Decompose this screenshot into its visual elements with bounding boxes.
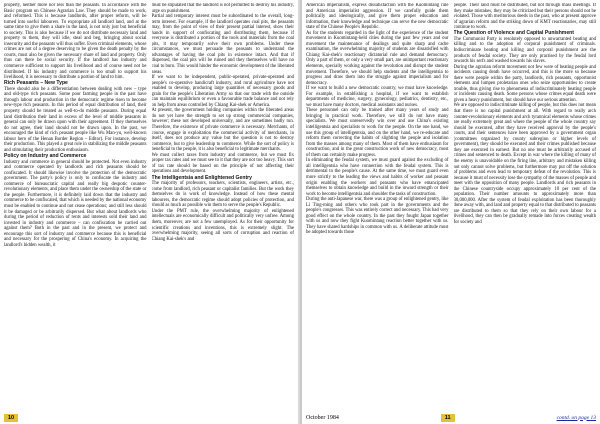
continued-link[interactable]: contd. on page 13	[556, 414, 596, 421]
section-heading: The Question of Violence and Capital Punishment	[453, 30, 574, 37]
section-heading: The Intelligentsia and Enlightened Gentry	[151, 174, 252, 181]
right-column-2	[454, 3, 597, 411]
page-number: 10	[4, 414, 18, 422]
article-paragraph: These personnel can only be trained after many years of study and bringing in practical work. Therefore, we still do not have many specialists. We must unreservedly win over and use China's existing intelligentsia and specialists to work for the people. On the one hand, we use this group of intelligentsia, and on the other hand, we re-educate and reform them correcting the habits of slighting the people and isolation from the masses among many of them. Most of them have enthusiasm for construction, and in the great construction work of new democracy, most of them can certainly make progress.	[306, 108, 449, 158]
article-paragraph: American imperialism, express dissatisfaction with the Kuomintang rule and American imperialist aggression. If we carefully guide them politically and ideologically, and give them proper education and information, their knowledge and technique can serve the new democratic state of the Chinese People's Republic.	[306, 3, 449, 31]
section-heading: Rich Peasants – New Type	[4, 80, 68, 87]
article-paragraph: In eliminating the feudal system, we must guard against the excluding of all intelligentsia who have connection with the feudal system. This is detrimental to the people's cause. At the same time, we must guard even more strictly to the leading the views and habits of worker and peasant origin enabling the workers and peasants who have emancipated themselves to obtain knowledge and build in the inward strength or their work to become intelligentsia and shoulder the tasks of construction.	[306, 158, 449, 197]
article-paragraph: Partial and temporary interest must be subordinated to the overall, long-term interest. For example, if the landlord operates coal pits, the peasants may, from the point of view of their present partial interest, show their hands in support of confiscating and distributing them, because if everyone is distributed a portion of the tools and materials from the coal pits, it may temporarily solve their own problems. Under these circumstances, we must persuade the peasants to understand the advantages of having the coal pits in existence intact. And that if dispersed, the coal pits will be ruined and they themselves will have no coal to burn. This would hinder the economic development of the liberated areas.	[151, 14, 294, 75]
article-paragraph: We must collect taxes from industry and commerce, but we must fix proper tax rates and we must see to it that they are not too heavy. This sort of tax rate should be based on the principle of not affecting their operations and development.	[151, 152, 294, 175]
article-paragraph: There should also be a differentiation between dealing with new – type and old-type rich peasants. Some poor farming people in the past have through labour and production in the democratic regime risen to become new-type rich peasants. In this period of equal distribution of land, their property should be treated as well-to-do middle peasants. During equal land distribution their land in excess of the level of middle peasants in general can only be drawn upon with their agreement. If they themselves do not agree, their land should not be drawn upon. In the past, we encouraged the kind of rich peasant people like Wu Man-yu, well-known labour hero of the Henan Border Region – Editor). For instance, develop their production. This played a great role in stabilizing the middle peasants and stimulating their production enthusiasm.	[4, 86, 147, 153]
article-paragraph: During the anti-Japanese war, there was a group of enlightened gentry, like Li Ting-ming and others who took part in the governments and the people's congresses. This was entirely correct and necessary. This had very good effect on the whole country. In the past they fought Japan together with us and now they fight Kuomintang reaction better together with us. They have shared hardships in common with us. A deliberate attitude must be adopted towards those	[306, 197, 449, 236]
page-number: 11	[441, 414, 455, 422]
article-paragraph: We are opposed to indiscriminate killing of people, but this does not mean that there is no capital punishment at all. With regard to really arch counter-revolutionary elements and arch tyrannical elements whose crimes are really extremely great and where the people of the whole country say should be executed, after they have received approval by the people's courts, and their sentences have been approved by a government organ (committees organized by county subregion or higher levels of government), they should be executed and their crimes published because they are executed in earnest. But no one must be arbitrarily accused of crimes and sentenced to death. Except in war where the killing of many of the enemy is unavoidable on the firing line, arbitrary and mistaken killing not only cannot solve problems, but furthermore may put off the solution of problems and even lead to temporary defeat of the revolution. This is because it must of necessity lose the sympathy of the masses of people and meet with the opposition of many people. Landlords and rich peasants in the Chinese countryside occupy approximately 10 per cent of the population. Their number amounts to approximately more than 30,000,000. After the system of feudal exploitation has been thoroughly done away with, and land and property equal to that distributed to peasants are distributed to them so that they rely on their own labour for a livelihood, they can then be gradually remade into forces creating wealth for society and	[453, 103, 596, 225]
left-column-2	[152, 3, 295, 411]
section-heading: Policy on Industry and Commerce	[4, 153, 87, 159]
article-paragraph: people. Their land must be distributed, but not through mass meetings. If they make mistakes, they may be criticized but their persons should not be violated. Those with meritorious deeds in the past, who at present approve of agrarian reform and the striking down of KMT reactionaries, may still continue to work.	[453, 3, 596, 31]
article-paragraph: The Communist Party is resolutely opposed to unwarranted beating and killing and to the adoption of corporal punishment of criminals. Indiscriminate beating and killing and corporal punishment are the products of feudal society. They are only practised by the feudal lord towards his serfs and washed towards his slaves.	[453, 36, 596, 65]
article-paragraph: Under the PMT rule, the overwhelming majority of enlightened intellectuals are economically difficult and politically very unfree. Among them, moreover, are not a few unemployed. As for their opportunity for scientific creations and inventions, this is extremely slight. The overwhelming majority, seeing all sorts of corruption and reaction of Chiang Kai-shek's and	[151, 208, 294, 242]
right-column-1	[306, 3, 449, 411]
article-paragraph: At present, the government holding companies within the liberated areas do not yet have the strength to set up strong commercial companies, however; these not developed universally, and are sometimes badly run. Therefore, the existence of private commerce is necessary. Merchants, of course, engage in exploitation the commercial activity of merchants, in itself, does not produce any value but the question is not to destroy commerce, but to give leadership to commerce. While the sort of policy is beneficial to the people, it is also beneficial to legitimate merchants.	[151, 108, 294, 153]
article-paragraph: As for the students regarded in the light of the experience of the student movement in Kuomintang-held cities during the past few years and our movement the maintenance of dealings and quite sharp and cadre examination, the overwhelming majority of students are dissatisfied with Chiang Kai-shek's reactionary dictatorial rule and demand democracy. Only a part of them, or only a very small part, are unimportant reactionary elements, specially working against the revolution and disrupt the student movement. Therefore, we should help students and the intelligentsia to progress and draw them into the struggle against imperialism and for democracy.	[306, 30, 449, 86]
article-paragraph: If we want to build a new democratic country, we must have knowledge. For example, in establishing a hospital, if we want to establish departments of medicine, surgery, gynecology, pediatrics, dentistry, etc., we must have many doctors, medical assistants and nurses.	[306, 86, 449, 108]
left-page	[0, 0, 298, 424]
article-paragraph: The majority of professors, teachers, scientists, engineers, artists, etc., come from landlord, rich peasant or capitalist families. But the work they themselves do is work of knowledge. Instead of how these mental labourers, the democratic regime should adopt policies of protection, and should as much as possible win them to serve the people's Republic.	[151, 181, 294, 209]
article-paragraph: During the agrarian reform movement not few were of beating people and incidents causing death have occurred, and this is the more so because there were people within the party, landlords, rich peasants, opportunist elements and lumpen proletarian ones who seize opportunities to create trouble, thus giving rise to phenomena of indiscriminately beating people or incidents causing death. Some persons whose crimes equal death were given a heavy punishment, but should have our serious attention.	[453, 64, 596, 103]
left-page-footer	[4, 413, 294, 422]
right-page-footer	[306, 413, 596, 422]
article-paragraph: must be stipulated that the landlord is not permitted to destroy his industry, urge on punishment.	[151, 3, 294, 14]
article-paragraph: Industry and commerce in general should be protected. Not even industry and commerce operated by landlords and rich peasants should be confiscated. It should likewise involve the protection of the democratic government. The party's policy is only to confiscate the industry and commerce of bureaucratic capital and really big despotic counter-revolutionary elements, and place them under the ownership of the state or the people. Furthermore, it is definitely laid down that the industry and commerce to be confiscated, that which is needed by the national economy must be enabled to continue and not cease operations; and still less should it be damaged or be arbitrarily dispersed. But what about landlords who during the period of reduction of rents and interests sold their land and invested in industry and commerce – can confiscation be carried out against them? Both in the past and in the present, we protect and encourage this sort of industry and commerce because this is beneficial and necessary for the prospering of China's economy. In acquiring the landlord's hidden wealth, it	[4, 159, 147, 248]
article-paragraph: If we want to be independent, public-operated, private-operated and people's co-operative handicraft industry, and rural agriculture have not enabled to develop, producing large quantities of necessary goods and grain for the people's Liberation Army so that our trade with the outside can maintain equilibrium or even a favourable trade balance and not rely on help from areas controlled by Chiang Kai-shek or America.	[151, 75, 294, 108]
publication-date: October 1984	[306, 414, 339, 421]
article-paragraph: property, neither more nor less than the peasants. In accordance with the Basic program on Chinese Agrarian Law. They should be made to work, and reformed. This is because landlords, after proper reform, will be turned into useful labourers. To expropriate all landlord land, and at the same time to give them a share in the land, is not only just but beneficial to society. This is also because if we do not distribute necessary land and property to them, they will idle, steal and beg, bringing about social insecurity and the peasants will thus suffer. Even criminal elements, whose crimes are not of a degree deserving to be given the death penalty by the courts, must also be given the necessary share of land and property. Only thus can there be social security. If the landlord has industry and commerce sufficient to support his livelihood and of course need not be distributed. If his industry and commerce is too small to support his livelihood, it is necessary to distribute a portion of land to him.	[4, 3, 147, 81]
right-page	[302, 0, 600, 424]
left-column-1	[4, 3, 147, 411]
